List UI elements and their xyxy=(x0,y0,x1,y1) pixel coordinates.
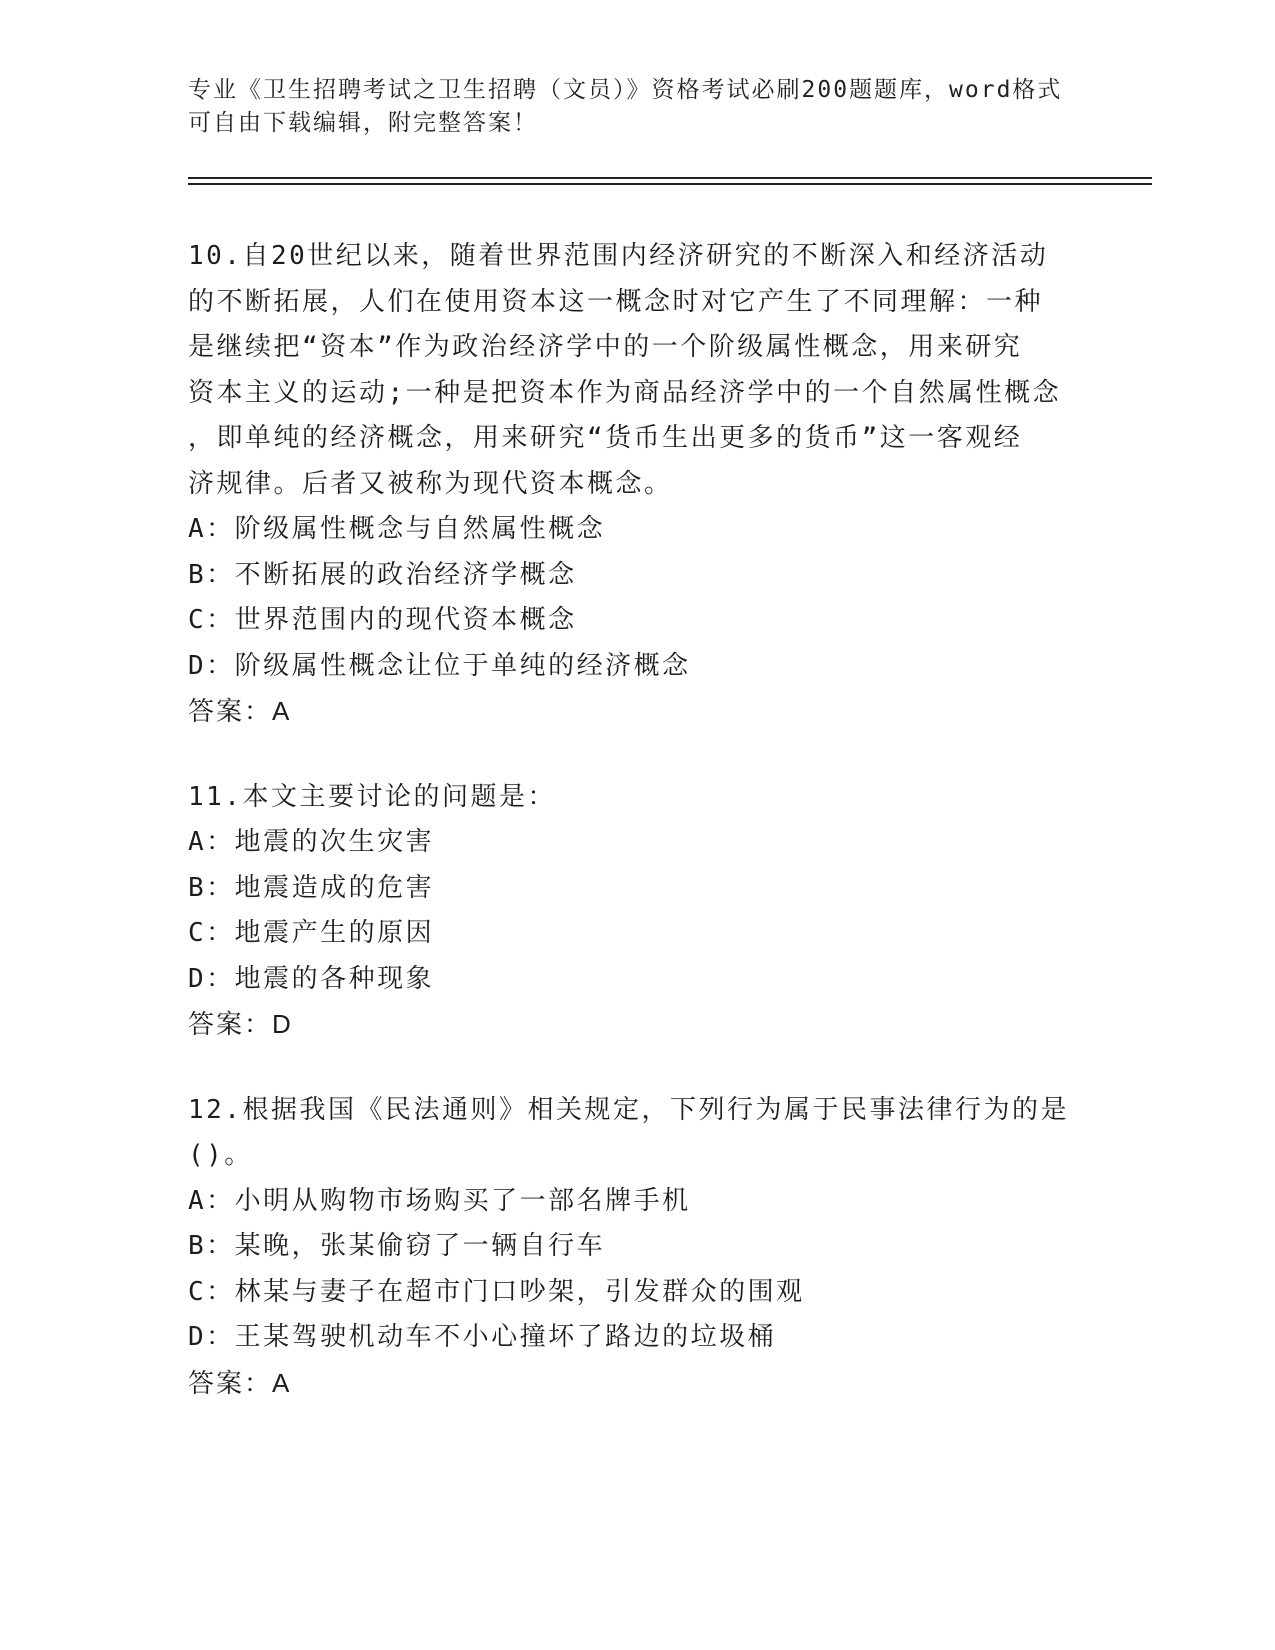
option-a: A：小明从购物市场购买了一部名牌手机 xyxy=(188,1185,691,1216)
question-stem-line: ()。 xyxy=(188,1140,253,1170)
header-divider-bottom xyxy=(188,183,1152,185)
question-stem-line: 11.本文主要讨论的问题是： xyxy=(188,781,556,812)
option-a: A：阶级属性概念与自然属性概念 xyxy=(188,514,606,544)
answer-label: 答案：D xyxy=(188,1009,293,1039)
document-header xyxy=(188,74,1068,140)
answer-label: 答案：A xyxy=(188,696,292,726)
question-stem-line: 济规律。后者又被称为现代资本概念。 xyxy=(188,468,673,499)
question-list xyxy=(188,234,1088,1446)
question-stem-line: 是继续把“资本”作为政治经济学中的一个阶级属性概念，用来研究 xyxy=(188,332,1023,362)
header-divider-top xyxy=(188,177,1152,179)
option-b: B：不断拓展的政治经济学概念 xyxy=(188,559,577,590)
question-stem-line: ，即单纯的经济概念，用来研究“货币生出更多的货币”这一客观经 xyxy=(188,423,1023,453)
option-b: B：某晚，张某偷窃了一辆自行车 xyxy=(188,1231,606,1261)
option-b: B：地震造成的危害 xyxy=(188,872,435,903)
question-stem-line: 的不断拓展，人们在使用资本这一概念时对它产生了不同理解：一种 xyxy=(188,286,1044,317)
question-stem-line: 10.自20世纪以来，随着世界范围内经济研究的不断深入和经济活动 xyxy=(188,241,1049,271)
option-d: D：王某驾驶机动车不小心撞坏了路边的垃圾桶 xyxy=(188,1322,777,1352)
header-line-2: 可自由下载编辑，附完整答案！ xyxy=(188,110,538,136)
option-d: D：阶级属性概念让位于单纯的经济概念 xyxy=(188,650,691,681)
option-a: A：地震的次生灾害 xyxy=(188,827,435,857)
question-11 xyxy=(188,775,1088,1048)
answer-label: 答案：A xyxy=(188,1367,292,1398)
option-c: C：世界范围内的现代资本概念 xyxy=(188,605,577,635)
header-line-1: 专业《卫生招聘考试之卫生招聘（文员）》资格考试必刷200题题库，word格式 xyxy=(188,77,1063,103)
question-12 xyxy=(188,1088,1088,1407)
question-stem-line: 资本主义的运动;一种是把资本作为商品经济学中的一个自然属性概念 xyxy=(188,377,1062,408)
question-10 xyxy=(188,234,1088,735)
option-d: D：地震的各种现象 xyxy=(188,963,435,994)
question-stem-line: 12.根据我国《民法通则》相关规定，下列行为属于民事法律行为的是 xyxy=(188,1094,1069,1125)
option-c: C：地震产生的原因 xyxy=(188,918,435,948)
option-c: C：林某与妻子在超市门口吵架，引发群众的围观 xyxy=(188,1276,805,1307)
